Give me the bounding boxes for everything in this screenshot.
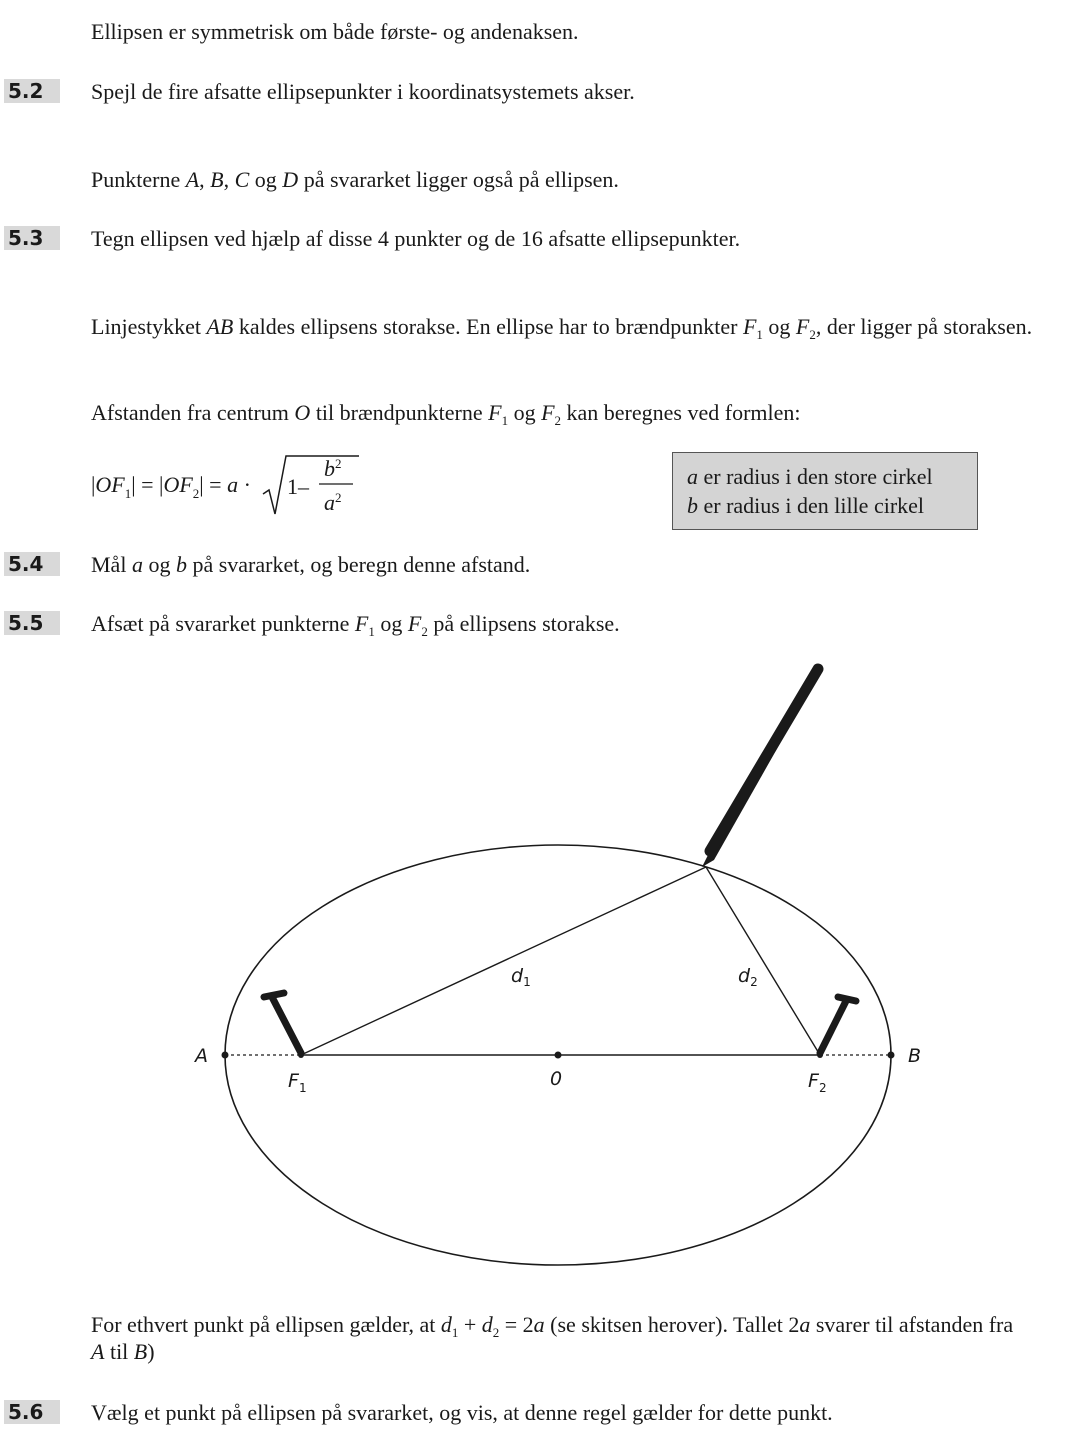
task-number-5-4: 5.4	[4, 552, 60, 576]
points-intro-text: Punkterne A, B, C og D på svararket ligger også på ellipsen.	[91, 167, 619, 192]
sum-rule-text: For ethvert punkt på ellipsen gælder, at $d_1 + d_2 = 2a$ (se skitsen herover). Tallet 2a svarer til afstanden fra A til B)	[91, 1312, 1014, 1364]
label-d1: $d_1$	[511, 965, 531, 989]
label-a: A	[195, 1045, 208, 1067]
label-o: 0	[550, 1068, 563, 1090]
ellipse-construction-diagram	[0, 655, 1065, 1285]
point-a	[222, 1052, 229, 1059]
task-text-5-6: Vælg et punkt på ellipsen på svararket, og vis, at denne regel gælder for dette punkt.	[91, 1400, 833, 1425]
label-f2: $F_2$	[808, 1070, 827, 1095]
info-line-b: b er radius i den lille cirkel	[687, 493, 925, 518]
task-text-5-3: Tegn ellipsen ved hjælp af disse 4 punkter og de 16 afsatte ellipsepunkter.	[91, 226, 741, 251]
pin-f2-head	[838, 997, 856, 1001]
one-minus: 1–	[287, 474, 309, 499]
pencil-body	[710, 669, 818, 851]
symmetry-text: Ellipsen er symmetrisk om både første- og andenaksen.	[91, 19, 579, 44]
label-f1: $F_1$	[288, 1070, 307, 1095]
point-f2	[817, 1052, 823, 1058]
svg-text:|OF1| = |OF2| = a ·: $|OF_1| = |OF_2| = a$ ·	[91, 472, 251, 501]
fraction-denominator: $a^2$	[324, 490, 342, 515]
pin-f2	[820, 1001, 846, 1053]
task-text-5-5: Afsæt på svararket punkterne $F_1$ og $F_2$ på ellipsens storakse.	[91, 611, 620, 639]
task-number-5-3: 5.3	[4, 226, 60, 250]
fraction-numerator: $b^2$	[324, 456, 342, 481]
task-number-5-5: 5.5	[4, 611, 60, 635]
pin-f1	[272, 997, 301, 1053]
task-text-5-4: Mål a og b på svararket, og beregn denne afstand.	[91, 552, 531, 577]
point-f1	[298, 1052, 304, 1058]
task-text-5-2: Spejl de fire afsatte ellipsepunkter i koordinatsystemets akser.	[91, 79, 635, 104]
task-number-5-2: 5.2	[4, 79, 60, 103]
distance-intro-text: Afstanden fra centrum O til brændpunkterne $F_1$ og $F_2$ kan beregnes ved formlen:	[91, 400, 801, 428]
radius-info-box	[672, 452, 978, 530]
line-d1	[301, 867, 706, 1055]
line-d2	[706, 867, 820, 1055]
pin-f1-head	[264, 993, 284, 997]
info-line-a: a er radius i den store cirkel	[687, 464, 933, 489]
focal-distance-formula	[91, 452, 371, 522]
square-root-sign	[263, 456, 359, 514]
label-d2: $d_2$	[738, 965, 758, 989]
major-axis-text: Linjestykket AB kaldes ellipsens storakse. En ellipse har to brændpunkter $F_1$ og $F_2$, der ligger på storaksen.	[91, 314, 1033, 342]
point-o	[555, 1052, 562, 1059]
label-b: B	[908, 1045, 922, 1067]
task-number-5-6: 5.6	[4, 1400, 60, 1424]
point-b	[888, 1052, 895, 1059]
